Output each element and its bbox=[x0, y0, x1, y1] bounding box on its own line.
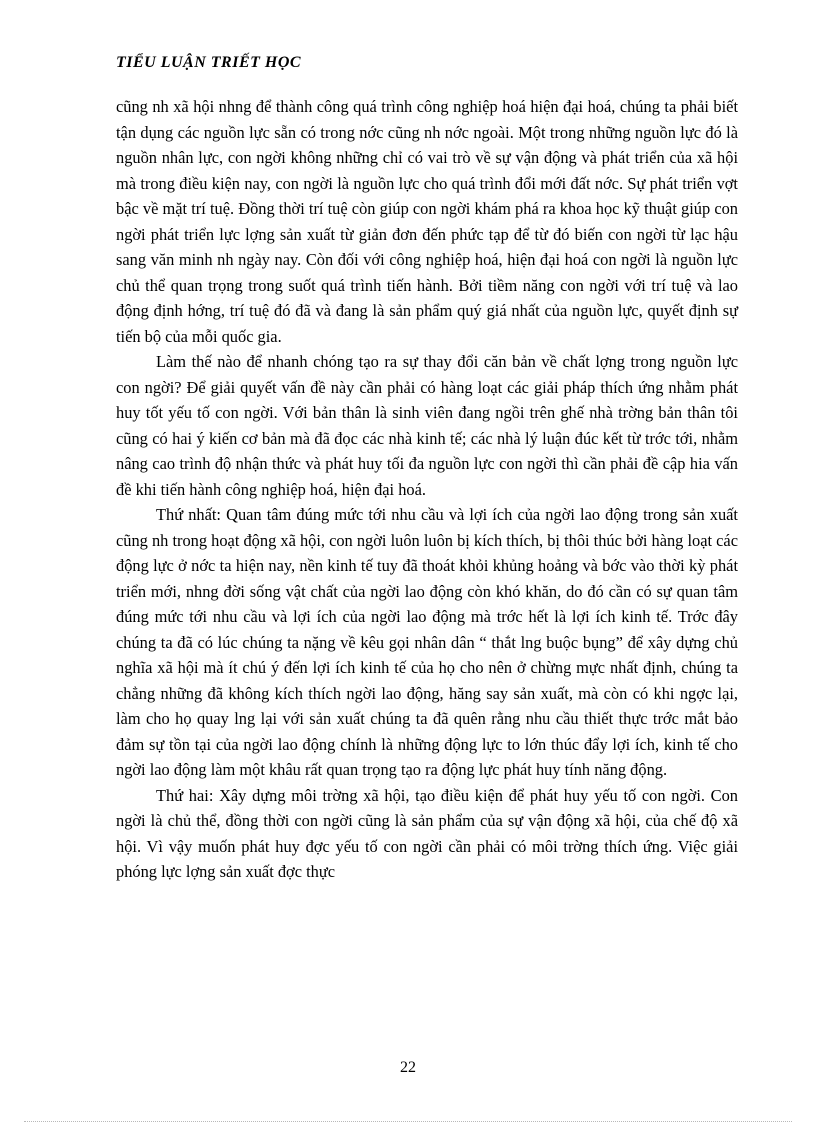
running-header bbox=[116, 50, 301, 72]
paragraph-1: cũng nh xã hội nhng để thành công quá trình công nghiệp hoá hiện đại hoá, chúng ta phải biết tận dụng các nguồn lực sẵn có trong nớc cũng nh nớc ngoài. Một trong những nguồn lực đó là nguồn nhân lực, con ngời không những chỉ có vai trò về sự vận động và phát triển của xã hội mà trong điều kiện nay, con ngời là nguồn lực cho quá trình đổi mới đất nớc. Sự phát triển vợt bậc về mặt trí tuệ. Đồng thời trí tuệ còn giúp con ngời khám phá ra khoa học kỹ thuật giúp con ngời phát triển lực lợng sản xuất từ giản đơn đến phức tạp để từ đó biến con ngời từ lạc hậu sang văn minh nh ngày nay. Còn đối với công nghiệp hoá, hiện đại hoá con ngời là nguồn lực chủ thể quan trọng trong suốt quá trình tiến hành. Bởi tiềm năng con ngời với trí tuệ và lao động định hớng, trí tuệ đó đã và đang là sản phẩm quý giá nhất của nguồn lực, quyết định sự tiến bộ của mỗi quốc gia. bbox=[116, 97, 738, 346]
page-number: 22 bbox=[400, 1059, 416, 1076]
paragraph-2: Làm thế nào để nhanh chóng tạo ra sự thay đổi căn bản về chất lợng trong nguồn lực con ngời? Để giải quyết vấn đề này cần phải có hàng loạt các giải pháp thích ứng nhằm phát huy tốt yếu tố con ngời. Với bản thân là sinh viên đang ngồi trên ghế nhà trờng bản thân tôi cũng có hai ý kiến cơ bản mà đã đọc các nhà kinh tế; các nhà lý luận đúc kết từ trớc tới, nhằm nâng cao trình độ nhận thức và phát huy tối đa nguồn lực con ngời thì cần phải đề cập hia vấn đề khi tiến hành công nghiệp hoá, hiện đại hoá. bbox=[116, 352, 738, 499]
page-bottom-divider bbox=[24, 1121, 792, 1122]
page-body bbox=[116, 94, 738, 885]
running-header-text: TIỂU LUẬN TRIẾT HỌC bbox=[116, 54, 302, 71]
paragraph-4: Thứ hai: Xây dựng môi trờng xã hội, tạo điều kiện để phát huy yếu tố con ngời. Con ngời là chủ thể, đồng thời con ngời cũng là sản phẩm của sự vận động xã hội, của chế độ xã hội. Vì vậy muốn phát huy đợc yếu tố con ngời cần phải có môi trờng thích ứng. Việc giải phóng lực lợng sản xuất đợc thực bbox=[116, 785, 738, 881]
paragraph-3: Thứ nhất: Quan tâm đúng mức tới nhu cầu và lợi ích của ngời lao động trong sản xuất cũng nh trong hoạt động xã hội, con ngời luôn luôn bị kích thích, bị thôi thúc bởi hàng loạt các động lực ở nớc ta hiện nay, nền kinh tế tuy đã thoát khỏi khủng hoảng và bớc vào thời kỳ phát triển mới, nhng đời sống vật chất của ngời lao động còn khó khăn, do đó cần có sự quan tâm đúng mức tới nhu cầu và lợi ích của ngời lao động mà trớc hết là lợi ích kinh tế. Trớc đây chúng ta đã có lúc chúng ta nặng về kêu gọi nhân dân “ thắt lng buộc bụng” để xây dựng chủ nghĩa xã hội mà ít chú ý đến lợi ích kinh tế của họ cho nên ở chừng mực nhất định, chúng ta chẳng những đã không kích thích ngời lao động, hăng say sản xuất, mà còn có khi ngợc lại, làm cho họ quay lng lại với sản xuất chúng ta đã quên rằng nhu cầu thiết thực trớc mắt bảo đảm sự tồn tại của ngời lao động chính là những động lực to lớn thúc đẩy lợi ích, kinh tế cho ngời lao động làm một khâu rất quan trọng tạo ra động lực phát huy tính năng động. bbox=[116, 505, 738, 779]
